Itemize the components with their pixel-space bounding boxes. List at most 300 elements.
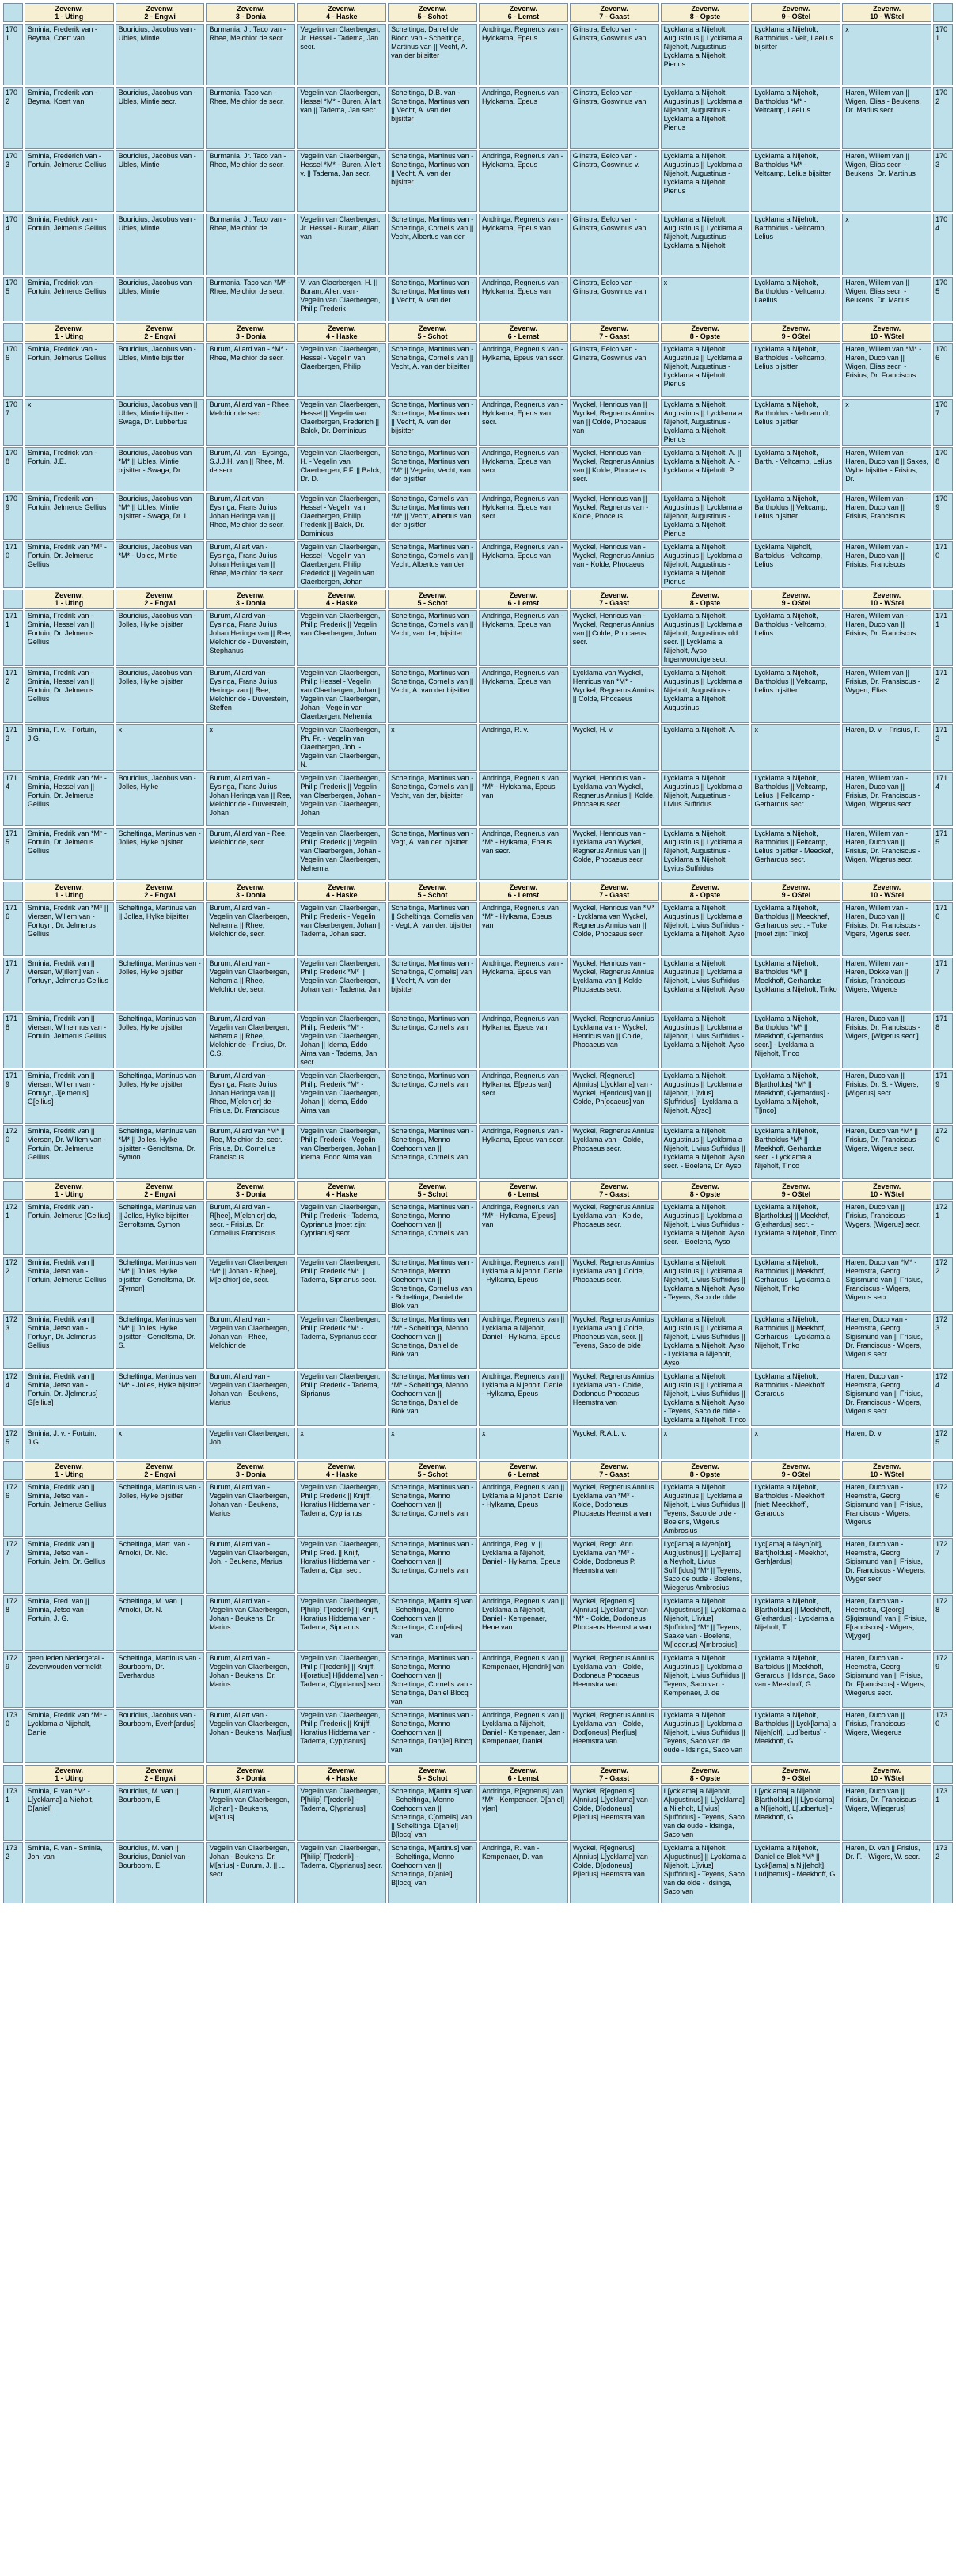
column-header — [479, 323, 568, 342]
delegate-cell: Vegelin van Claerbergen, Philip Frederik || Vegelin van Claerbergen, Johan — [297, 610, 386, 666]
column-group-label: Zevenw. — [600, 1766, 628, 1774]
column-header — [116, 1181, 205, 1200]
delegate-cell: Scheltinga, Martinus van - Vegt, A. van der, bijsitter — [388, 828, 477, 880]
column-label: 9 - OStel — [781, 1470, 811, 1478]
delegate-cell: Vegelin van Claerbergen, Philip Frederik *M* - Vegelin van Claerbergen, Johan || Idema, Eddo Aima van — [297, 1070, 386, 1124]
delegate-cell: Lycklama a Nijeholt, A[ugustinus] || Lycklama a Nijeholt, L[ivius] S[uffridus] - Teyens, Saco van de olde - Idsinga, Saco van — [661, 1842, 750, 1903]
column-label: 9 - OStel — [781, 13, 811, 21]
delegate-cell: Bouricius, Jacobus van - Ubles, Mintie — [116, 214, 205, 275]
delegate-cell: Haren, Willem van *M* - Haren, Duco van || Wigen, Elias secr. - Frisius, Dr. Franciscus — [842, 343, 931, 397]
column-group-label: Zevenw. — [418, 1182, 447, 1190]
column-header — [842, 882, 931, 901]
year-cell-right: 1725 — [933, 1428, 953, 1459]
header-corner-left — [3, 590, 23, 609]
delegate-cell: Haren, Willem van || Frisius, Dr. Fransiscus - Wygen, Elias — [842, 667, 931, 723]
delegate-cell: Wyckel, Regnerus Annius Lycklama van || Colde, Phocheus van, secr. || Teyens, Saco de olde — [570, 1314, 659, 1369]
year-cell-left: 1714 — [3, 772, 23, 826]
column-header — [479, 1765, 568, 1784]
delegate-cell: Vegelin van Claerbergen, Philip Frederik *M* - Vegelin van Claerbergen, Johan || Idema, Eddo Aima van - Tadema, Jan secr. — [297, 1013, 386, 1068]
year-cell-right: 1732 — [933, 1842, 953, 1903]
column-header — [206, 882, 295, 901]
delegate-cell: Lycklama a Nijeholt, Augustinus || Lycklama a Nijeholt, Augustinus old secr. || Lycklama a Nijeholt, Ayso Ingenwoordige secr. — [661, 610, 750, 666]
header-row — [3, 1765, 953, 1784]
delegate-cell: x — [116, 724, 205, 771]
header-row — [3, 3, 953, 22]
delegate-cell: Glinstra, Eelco van - Glinstra, Goswinus van — [570, 214, 659, 275]
delegate-cell: Sminia, Fredrick van - Fortuin, J.E. — [25, 447, 114, 491]
table-row — [3, 1538, 953, 1594]
delegate-cell: Sminia, Fredrik van || Sminia, Jetso van - Fortuin, Jelmerus Gellius — [25, 1481, 114, 1537]
year-cell-right: 1719 — [933, 1070, 953, 1124]
delegate-cell: Vegelin van Claerbergen, H. - Vegelin van Claerbergen, F.F. || Balck, Dr. D. — [297, 447, 386, 491]
delegate-cell: Haren, D. van || Frisius, Dr. F. - Wigers, W. secr. — [842, 1842, 931, 1903]
table-row — [3, 610, 953, 666]
table-row — [3, 1201, 953, 1255]
year-cell-right: 1713 — [933, 724, 953, 771]
delegate-cell: Vegelin van Claerbergen, Philip Frederik || Knijff, Horatius Hiddema van - Tadema, Cyp[rianus] — [297, 1709, 386, 1763]
delegate-cell: Burum, Allard van - Vegelin van Claerbergen, Nehemia || Rhee, Melchior de, secr. — [206, 958, 295, 1011]
delegate-cell: Sminia, Fredrick van - Fortuin, Jelmerus Gellius — [25, 277, 114, 321]
delegate-cell: Lycklama a Nijeholt, Augustinus || Lycklama a Nijeholt, Augustinus - Lycklama a Nijeholt — [661, 214, 750, 275]
column-label: 6 - Lemst — [507, 599, 540, 607]
column-header — [842, 323, 931, 342]
delegate-cell: Wyckel, R[egnerus] A[nnius] L[ycklama] van - Wyckel, H[enricus] van || Colde, Ph[ocaeus] van — [570, 1070, 659, 1124]
delegate-cell: Scheltinga, Martinus van *M* || Jolles, Hylke bijsitter - Gerroltsma, Dr. Symon — [116, 1125, 205, 1179]
delegate-cell: Glinstra, Eelco van - Glinstra, Goswinus van — [570, 87, 659, 149]
delegate-cell: Lycklama a Nijeholt, Bartholdus - Veltcamp, Laelius — [751, 277, 840, 321]
header-corner-left — [3, 3, 23, 22]
delegate-cell: Wyckel, Regnerus Annius Lycklama van - Colde, Dod[oneus] Pier[ius] Heemstra van — [570, 1709, 659, 1763]
year-cell-right: 1724 — [933, 1371, 953, 1426]
delegate-cell: x — [206, 724, 295, 771]
column-label: 1 - Uting — [55, 891, 84, 899]
column-label: 4 - Haske — [325, 1470, 358, 1478]
delegate-cell: Andringa, R. v. — [479, 724, 568, 771]
year-cell-right: 1716 — [933, 902, 953, 956]
delegate-cell: Andringa, Regnerus van - Hylkama, E[peus van] secr. — [479, 1070, 568, 1124]
column-group-label: Zevenw. — [418, 324, 447, 332]
delegate-cell: Sminia, Fredrik van || Sminia, Jetso van - Fortuyn, Dr. Jelmerus Gellius — [25, 1314, 114, 1369]
column-label: 10 - WStel — [870, 599, 905, 607]
delegate-cell: Scheltinga, Martinus van - Scheltinga, Menno Coehoorn van || Scheltinga, Dan[iel] Blocq van — [388, 1709, 477, 1763]
delegates-table — [2, 2, 954, 1905]
delegate-cell: x — [751, 1428, 840, 1459]
column-group-label: Zevenw. — [873, 591, 901, 599]
column-label: 3 - Donia — [235, 599, 266, 607]
delegate-cell: Lycklama a Nijeholt, Augustinus || Lycklama a Nijeholt, Augustinus - Lycklama a Nijeholt, Pierius — [661, 541, 750, 588]
column-label: 2 - Engwi — [144, 1774, 176, 1782]
delegate-cell: Glinstra, Eelco van - Glinstra, Goswinus van — [570, 24, 659, 85]
column-label: 1 - Uting — [55, 1470, 84, 1478]
delegate-cell: Burum, Allart van - Vegelin van Claerbergen, Johan - Beukens, Mar[ius] — [206, 1709, 295, 1763]
delegate-cell: Lycklama a Nijeholt, A. || Lycklama a Nijeholt, A. - Lycklama a Nijeholt, P. — [661, 447, 750, 491]
delegate-cell: Haren, Duco van || Frisius, Dr. Franciscus - Wigers, W[iegerus] — [842, 1785, 931, 1841]
delegate-cell: Lycklama a Nijeholt, A. — [661, 724, 750, 771]
delegate-cell: x — [388, 724, 477, 771]
delegate-cell: Burum, Allard van - *M* - Rhee, Melchior de secr. — [206, 343, 295, 397]
delegate-cell: Vegelin van Claerbergen, Philip Frederik || Knijff, Horatius Hiddema van - Tadema, Cyprianus — [297, 1481, 386, 1537]
column-label: 5 - Schot — [417, 599, 448, 607]
year-cell-left: 1723 — [3, 1314, 23, 1369]
delegate-cell: Sminia, F. van - Sminia, Joh. van — [25, 1842, 114, 1903]
delegate-cell: Bouricius, M. van || Bouricius, Daniel van - Bourboom, E. — [116, 1842, 205, 1903]
column-group-label: Zevenw. — [418, 883, 447, 891]
delegate-cell: Lycklama a Nijeholt, Bartholdus || Meeckhef, Gerhardus secr. - Tuke [moet zijn: Tinko] — [751, 902, 840, 956]
column-label: 10 - WStel — [870, 332, 905, 340]
delegate-cell: Lycklama a Nijeholt, Bartholdus *M* || Meekhoff, Gerhardus - Lycklama a Nijeholt, Tinko — [751, 958, 840, 1011]
year-cell-right: 1702 — [933, 87, 953, 149]
column-group-label: Zevenw. — [237, 1182, 265, 1190]
year-cell-right: 1711 — [933, 610, 953, 666]
delegate-cell: Lycklama a Nijeholt, Bartholdus || Meekhof, Gerhardus - Lycklama a Nijeholt, Tinko — [751, 1314, 840, 1369]
delegate-cell: Lycklama a Nijeholt, Augustinus || Lycklama a Nijeholt, Livius Suffridus || Lycklama a Nijeholt, Ayso - Lycklama a Nijeholt, Ayso — [661, 1314, 750, 1369]
delegate-cell: Andringa, Regnerus van - Hylckama, Epeus van — [479, 541, 568, 588]
delegate-cell: Vegelin van Claerbergen, Philip Frederik *M* - Tadema, Syprianus secr. — [297, 1314, 386, 1369]
delegate-cell: Scheltinga, Martinus van - Scheltinga, Martinus van || Vecht, A. van der — [388, 277, 477, 321]
delegate-cell: Vegelin van Claerbergen, Philip Frederik - Tadema, Siprianus — [297, 1371, 386, 1426]
column-label: 7 - Gaast — [599, 891, 630, 899]
delegate-cell: Scheltinga, Martinus van || Jolles, Hylke bijsitter - Gerroltsma, Symon — [116, 1201, 205, 1255]
column-header — [116, 3, 205, 22]
delegate-cell: Scheltinga, Martinus van - Scheltinga, Cornelis van || Vecht, van der, bijsitter — [388, 610, 477, 666]
year-cell-left: 1722 — [3, 1257, 23, 1312]
delegate-cell: Scheltinga, Martinus van - Scheltinga, Martinus van *M* || Vegelin, Vecht, van der bijsitter — [388, 447, 477, 491]
delegate-cell: L[ycklama] a Nijeholt, A[ugustinus] || L[ycklama] a Nijeholt, L[ivius] S[uffridus] - Teyens, Saco van de oude - Idsinga, Saco van — [661, 1785, 750, 1841]
table-row — [3, 493, 953, 540]
table-row — [3, 1709, 953, 1763]
column-label: 3 - Donia — [235, 332, 266, 340]
column-group-label: Zevenw. — [782, 883, 810, 891]
year-cell-left: 1701 — [3, 24, 23, 85]
delegate-cell: Lyc[lama] a Nyeh[olt], Aug[ustinus] || Lyc[lama] a Neyholt, Livius Suffr[idus] *M* || Teyens, Saco de oude - Boelens, Wiegerus Ambrosius — [661, 1538, 750, 1594]
column-header — [570, 3, 659, 22]
year-cell-right: 1723 — [933, 1314, 953, 1369]
delegate-cell: Sminia, J. v. - Fortuin, J.G. — [25, 1428, 114, 1459]
delegate-cell: Burum, Allard van - Vegelin van Claerbergen, J[ohan] - Beukens, M[arius] — [206, 1785, 295, 1841]
delegate-cell: Burum, Allard van - Eysinga, Frans Julius Johan Heringa van || Rhee, M[elchior] de - Frisius, Dr. Franciscus — [206, 1070, 295, 1124]
delegate-cell: Scheltinga, Cornelis van - Scheltinga, Martinus van *M* || Vecht, Albertus van der bijsitter — [388, 493, 477, 540]
delegate-cell: Andringa, Regnerus van || Lycklama a Nijeholt, Daniel - Kempenaer, Hene van — [479, 1595, 568, 1651]
delegate-cell: Vegelin van Claerbergen, Philip Frederik - Tadema, Cyprianus [moet zijn: Cyprianus] secr. — [297, 1201, 386, 1255]
delegate-cell: Bouricius, Jacobus van - Ubles, Mintie secr. — [116, 87, 205, 149]
column-header — [297, 1181, 386, 1200]
delegate-cell: Scheltinga, Martinus van - Scheltinga, Menno Coehoorn van || Scheltinga, Cornelius van - Scheltinga, Daniel de Blok van — [388, 1257, 477, 1312]
delegate-cell: Burum, Allard van - Vegelin van Claerbergen, Johan - Beukens, Dr. Marius — [206, 1652, 295, 1708]
delegate-cell: Burum, Allard van - Vegelin van Claerbergen, Johan - Beukens, Dr. Marius — [206, 1595, 295, 1651]
delegate-cell: x — [842, 24, 931, 85]
delegate-cell: Lycklama a Nijeholt, Bartholdus *M* || Meekhoff, Gerhardus secr. - Lycklama a Nijeholt, Tinco — [751, 1125, 840, 1179]
delegate-cell: Wyckel, Regnerus Annius Lycklama van - Wyckel, Henricus van || Colde, Phocaeus van — [570, 1013, 659, 1068]
delegate-cell: Sminia, F. v. - Fortuin, J.G. — [25, 724, 114, 771]
delegate-cell: Lycklama a Nijeholt, Daniel de Blok *M* || Lyck[lama] a Nij[eholt], Lud[bertus] - Meekhoff, G. — [751, 1842, 840, 1903]
column-group-label: Zevenw. — [509, 1182, 537, 1190]
table-row — [3, 1013, 953, 1068]
delegate-cell: Scheltinga, Martinus van *M* || Jolles, Hylke bijsitter - Gerroltsma, Dr. S[ymon] — [116, 1257, 205, 1312]
delegate-cell: Lycklama a Nijeholt, Bartholdus || Feltcamp, Lelius bijsitter - Meeckef, Gerhardus secr. — [751, 828, 840, 880]
delegate-cell: Vegelin van Claerbergen, Hessel *M* - Buren, Allert v. || Tadema, Jan secr. — [297, 150, 386, 212]
year-cell-right: 1709 — [933, 493, 953, 540]
column-label: 8 - Opste — [689, 332, 721, 340]
year-cell-right: 1701 — [933, 24, 953, 85]
delegate-cell: Andringa, Regnerus van *M* - Hylkama, Epeus van secr. — [479, 828, 568, 880]
column-group-label: Zevenw. — [691, 1463, 719, 1470]
column-label: 5 - Schot — [417, 1190, 448, 1198]
delegate-cell: Lycklama Nijeholt, Bartoldus - Veltcamp, Lelius — [751, 541, 840, 588]
column-group-label: Zevenw. — [146, 591, 174, 599]
column-header — [751, 323, 840, 342]
delegate-cell: Lycklama a Nijeholt, Augustinus || Lycklama a Nijeholt, Livius Suffridus - Lycklama a Nijeholt, Ayso — [661, 958, 750, 1011]
delegate-cell: x — [479, 1428, 568, 1459]
delegate-cell: Vegelin van Claerbergen, Hessel - Vegelin van Claerbergen, Philip Frederick || Vegelin van Claerbergen, Johan — [297, 541, 386, 588]
column-group-label: Zevenw. — [509, 5, 537, 13]
column-group-label: Zevenw. — [782, 324, 810, 332]
column-label: 10 - WStel — [870, 1470, 905, 1478]
column-label: 5 - Schot — [417, 1470, 448, 1478]
header-corner-left — [3, 1765, 23, 1784]
delegate-cell: Andringa, Regnerus van - Hylkama, Epeus van secr. — [479, 1125, 568, 1179]
column-group-label: Zevenw. — [418, 1463, 447, 1470]
column-group-label: Zevenw. — [146, 1463, 174, 1470]
delegate-cell: Haren, Duco van - Heemstra, Georg Sigismund van || Frisius, Dr. F[ranciscus] - Wigers, Wiegerus secr. — [842, 1652, 931, 1708]
year-cell-left: 1705 — [3, 277, 23, 321]
delegate-cell: L[ycklama] a Nijeholt, B[artholdus] || L[ycklama] a N[ijeholt], L[udbertus] - Meekhoff, G. — [751, 1785, 840, 1841]
delegate-cell: Wyckel, Henricus van - Lycklama van Wyckel, Regnerus Annius van || Colde, Phocaeus secr. — [570, 828, 659, 880]
year-cell-right: 1715 — [933, 828, 953, 880]
year-cell-left: 1727 — [3, 1538, 23, 1594]
delegate-cell: Burmania, Taco van - Rhee, Melchior de secr. — [206, 87, 295, 149]
year-cell-left: 1728 — [3, 1595, 23, 1651]
delegate-cell: x — [842, 399, 931, 446]
column-header — [570, 1461, 659, 1480]
year-cell-right: 1721 — [933, 1201, 953, 1255]
delegate-cell: Sminia, Frederik van - Beyma, Coert van — [25, 24, 114, 85]
column-header — [206, 590, 295, 609]
delegate-cell: Sminia, Fredrik van || Sminia, Jetso van - Fortuin, Jelm. Dr. Gellius — [25, 1538, 114, 1594]
delegate-cell: Lycklama a Nijeholt, Bartholdus || Veltcamp, Lelius bijsitter — [751, 493, 840, 540]
delegate-cell: Vegelin van Claerbergen, Ph. Fr. - Vegelin van Claerbergen, Joh. - Vegelin van Claerbergen, N. — [297, 724, 386, 771]
delegate-cell: Sminia, Frederik van - Beyma, Koert van — [25, 87, 114, 149]
year-cell-right: 1722 — [933, 1257, 953, 1312]
column-header — [570, 1181, 659, 1200]
table-row — [3, 399, 953, 446]
delegate-cell: Wyckel, Regnerus Annius Lycklama van - Colde, Dodoneus Phocaeus Heemstra van — [570, 1371, 659, 1426]
delegate-cell: Burum, Allard van - Vegelin van Claerbergen, Nehemia || Rhee, Melchior de - Frisius, Dr. C.S. — [206, 1013, 295, 1068]
delegate-cell: Wyckel, Regnerus Annius Lycklama van - Kolde, Phocaeus secr. — [570, 1201, 659, 1255]
delegate-cell: Bouricius, Jacobus van - Jolles, Hylke — [116, 772, 205, 826]
delegate-cell: Burmania, Jr. Taco van - Rhee, Melchior de secr. — [206, 24, 295, 85]
column-label: 1 - Uting — [55, 1774, 84, 1782]
delegate-cell: Andringa, Regnerus van - Hylkama, Epeus van secr. — [479, 343, 568, 397]
delegate-cell: Bouricius, Jacobus van - Ubles, Mintie — [116, 150, 205, 212]
delegate-cell: Lycklama a Nijeholt, B[artholdus] || Meekhof, G[erhardus] secr. - Lycklama a Nijeholt, Tinco — [751, 1201, 840, 1255]
delegate-cell: Scheltinga, Martinus van *M* - Scheltinga, Menno Coehoorn van || Scheltinga, Daniel de Blok van — [388, 1371, 477, 1426]
delegate-cell: Burum, Allart van - Eysinga, Frans Julius Johan Heringa van || Rhee, Melchior de secr. — [206, 493, 295, 540]
delegate-cell: Burum, Allard van - R[hee], M[elchior] de, secr. - Frisius, Dr. Cornelius Franciscus — [206, 1201, 295, 1255]
delegate-cell: Lycklama a Nijeholt, Augustinus || Lycklama a Nijeholt, Augustinus - Lycklama a Nijeholt, Pierius — [661, 493, 750, 540]
column-label: 7 - Gaast — [599, 1190, 630, 1198]
delegate-cell: geen leden Nedergetal - Zevenwouden vermeldt — [25, 1652, 114, 1708]
column-header — [297, 882, 386, 901]
column-group-label: Zevenw. — [782, 591, 810, 599]
column-header — [842, 1181, 931, 1200]
delegate-cell: Wyckel, Regnerus Annius Lycklama van - Colde, Dodoneus Phocaeus Heemstra van — [570, 1652, 659, 1708]
delegate-cell: Scheltinga, Martinus van || Jolles, Hylke bijsitter — [116, 902, 205, 956]
column-group-label: Zevenw. — [691, 1766, 719, 1774]
year-cell-left: 1731 — [3, 1785, 23, 1841]
table-row — [3, 1481, 953, 1537]
column-label: 1 - Uting — [55, 1190, 84, 1198]
delegate-cell: Bouricius, Jacobus van *M* || Ubles, Mintie bijsitter - Swaga, Dr. L. — [116, 493, 205, 540]
column-label: 4 - Haske — [325, 332, 358, 340]
column-header — [206, 1461, 295, 1480]
column-group-label: Zevenw. — [600, 324, 628, 332]
delegate-cell: Lycklama van Wyckel, Henricus van *M* - Wyckel, Regnerus Annius || Colde, Phocaeus — [570, 667, 659, 723]
delegate-cell: Vegelin van Claerbergen, Philip Frederik || Vegelin van Claerbergen, Johan - Vegelin van Claerbergen, Johan — [297, 772, 386, 826]
column-header — [206, 323, 295, 342]
delegate-cell: Haren, Willem van - Haren, Duco van || Frisius, Dr. Franciscus — [842, 610, 931, 666]
column-header — [388, 1181, 477, 1200]
delegate-cell: Vegelin van Claerbergen, Hessel || Vegelin van Claerbergen, Frederich || Balck, Dr. Dominicus — [297, 399, 386, 446]
delegate-cell: Vegelin van Claerbergen, Philip Hessel - Vegelin van Claerbergen, Johan || Vegelin van Claerbergen, Johan - Vegelin van Claerbergen, Nehemia — [297, 667, 386, 723]
column-group-label: Zevenw. — [600, 5, 628, 13]
delegate-cell: Glinstra, Eelco van - Glinstra, Goswinus v. — [570, 150, 659, 212]
delegate-cell: Lycklama a Nijeholt, Augustinus || Lycklama a Nijeholt, Augustinus - Livius Suffridus — [661, 772, 750, 826]
column-header — [206, 1181, 295, 1200]
delegate-cell: x — [842, 214, 931, 275]
year-cell-right: 1717 — [933, 958, 953, 1011]
header-corner-left — [3, 1181, 23, 1200]
delegate-cell: Lycklama a Nijeholt, Augustinus || Lycklama a Nijeholt, L[ivius] S[uffridus] - Lycklama a Nijeholt, A[yso] — [661, 1070, 750, 1124]
column-header — [116, 323, 205, 342]
delegate-cell: Lycklama a Nijeholt, Augustinus || Lycklama a Nijeholt, Livius Suffridus || Lycklama a Nijeholt, Ayso - Teyens, Saco de olde - Lycklama a Nijeholt, Tinco — [661, 1371, 750, 1426]
delegate-cell: Haeren, Duco van - Heemstra, Georg Sigismund van || Frisius, Dr. Franciscus - Wigers, Wigerus secr. — [842, 1314, 931, 1369]
column-group-label: Zevenw. — [873, 5, 901, 13]
delegate-cell: Sminia, Frederik van - Fortuin, Jelmerus Gellius — [25, 493, 114, 540]
year-cell-right: 1705 — [933, 277, 953, 321]
column-label: 7 - Gaast — [599, 1470, 630, 1478]
delegate-cell: V. van Claerbergen, H. || Buram, Allert van - Vegelin van Claerbergen, Philip Frederik — [297, 277, 386, 321]
year-cell-left: 1713 — [3, 724, 23, 771]
column-group-label: Zevenw. — [146, 1182, 174, 1190]
year-cell-right: 1726 — [933, 1481, 953, 1537]
table-row — [3, 150, 953, 212]
delegate-cell: Vegelin van Claerbergen, Philip Frederik || Vegelin van Claerbergen, Johan - Vegelin van Claerbergen, Nehemia — [297, 828, 386, 880]
delegate-cell: Sminia, Frederich van - Fortuin, Jelmerus Gellius — [25, 150, 114, 212]
delegate-cell: Lycklama a Nijeholt, Bartholdus - Veltcamp, Lelius — [751, 610, 840, 666]
delegate-cell: Lycklama a Nijeholt, Augustinus || Lycklama a Nijeholt, Livius Suffridus || Lycklama a Nijeholt, Ayso - Teyens, Saco de olde — [661, 1257, 750, 1312]
delegate-cell: Haren, Duco van || Frisius, Dr. Franciscus - Wigers, [Wigerus secr.] — [842, 1013, 931, 1068]
delegate-cell: Haren, Willem van - Haren, Duco van || Frisius, Franciscus — [842, 493, 931, 540]
column-header — [842, 1461, 931, 1480]
column-group-label: Zevenw. — [691, 1182, 719, 1190]
year-cell-left: 1729 — [3, 1652, 23, 1708]
year-cell-left: 1720 — [3, 1125, 23, 1179]
column-group-label: Zevenw. — [600, 883, 628, 891]
column-label: 3 - Donia — [235, 1470, 266, 1478]
year-cell-left: 1707 — [3, 399, 23, 446]
delegate-cell: Scheltinga, Martinus van *M* - Scheltinga, Menno Coehoorn van || Scheltinga, Daniel de Blok van — [388, 1314, 477, 1369]
column-group-label: Zevenw. — [873, 1182, 901, 1190]
delegate-cell: Scheltinga, Martinus van - Scheltinga, Cornelis van || Vecht, van der, bijsitter — [388, 772, 477, 826]
table-row — [3, 667, 953, 723]
table-row — [3, 1595, 953, 1651]
delegate-cell: Andringa, Regnerus van - Hylckama, Epeus van — [479, 958, 568, 1011]
column-label: 5 - Schot — [417, 332, 448, 340]
delegate-cell: Vegelin van Claerbergen, Philip Frederik - Vegelin van Claerbergen, Johan || Idema, Eddo Aima van — [297, 1125, 386, 1179]
delegate-cell: Burum, Allard van - Eysinga, Frans Julius Johan Heringa van || Ree, Melchior de - Duverstein, Johan — [206, 772, 295, 826]
column-label: 1 - Uting — [55, 332, 84, 340]
delegate-cell: Wyckel, Henricus van - Wyckel, Regnerus Annius Lycklama van || Kolde, Phocaeus secr. — [570, 958, 659, 1011]
delegate-cell: Haren, Willem van - Haren, Duco van || Frisius, Dr. Franciscus - Wigen, Wigerus secr. — [842, 772, 931, 826]
column-header — [751, 1181, 840, 1200]
delegate-cell: x — [297, 1428, 386, 1459]
year-cell-right: 1703 — [933, 150, 953, 212]
delegate-cell: x — [116, 1428, 205, 1459]
delegate-cell: Wyckel, Henricus van *M* - Lycklama van Wyckel, Regnerus Annius van || Colde, Phocaeus secr. — [570, 902, 659, 956]
delegate-cell: Haren, Duco van *M* || Frisius, Dr. Franciscus - Wigers, Wigerus secr. — [842, 1125, 931, 1179]
column-label: 7 - Gaast — [599, 599, 630, 607]
delegate-cell: Sminia, Fredrick van - Fortuin, Jelmerus Gellius — [25, 214, 114, 275]
header-row — [3, 882, 953, 901]
year-cell-right: 1712 — [933, 667, 953, 723]
header-row — [3, 1181, 953, 1200]
column-header — [297, 3, 386, 22]
delegate-cell: Burmania, Taco van *M* - Rhee, Melchior de secr. — [206, 277, 295, 321]
delegate-cell: Andringa, Regnerus van - Hylckama, Epeus van — [479, 610, 568, 666]
column-label: 5 - Schot — [417, 1774, 448, 1782]
delegate-cell: Scheltinga, Martinus van - Scheltinga, Menno Coehoorn van || Scheltinga, Cornelis van — [388, 1538, 477, 1594]
column-group-label: Zevenw. — [237, 591, 265, 599]
column-group-label: Zevenw. — [328, 324, 356, 332]
header-corner-right — [933, 882, 953, 901]
year-cell-right: 1730 — [933, 1709, 953, 1763]
column-label: 8 - Opste — [689, 1470, 721, 1478]
delegate-cell: Vegelin van Claerbergen, Johan - Beukens, Dr. M[arius] - Burum, J. || ... secr. — [206, 1842, 295, 1903]
delegate-cell: Scheltinga, Martinus van *M* || Jolles, Hylke bijsitter - Gerroltsma, Dr. S. — [116, 1314, 205, 1369]
year-cell-left: 1712 — [3, 667, 23, 723]
delegate-cell: Burum, Allard van - Eysinga, Frans Julius Johan Heringa van || Ree, Melchior de - Duverstein, Stephanus — [206, 610, 295, 666]
delegate-cell: Lycklama a Nijeholt, Bartholdus - Veltcamp, Lelius bijsitter — [751, 343, 840, 397]
delegate-cell: Bouricius, Jacobus van - Ubles, Mintie bijsitter — [116, 343, 205, 397]
delegate-cell: x — [661, 1428, 750, 1459]
column-label: 9 - OStel — [781, 1774, 811, 1782]
table-row — [3, 724, 953, 771]
delegate-cell: Andringa, Regnerus van *M* - Hylkama, Epeus van — [479, 902, 568, 956]
delegate-cell: Bouricius, Jacobus van - Ubles, Mintie — [116, 277, 205, 321]
table-row — [3, 1125, 953, 1179]
column-header — [570, 590, 659, 609]
column-header — [297, 323, 386, 342]
delegate-cell: Burmania, Jr. Taco van - Rhee, Melchior de — [206, 214, 295, 275]
table-row — [3, 772, 953, 826]
delegate-cell: Haren, Willem van || Wigen, Elias secr. - Beukens, Dr. Marius — [842, 277, 931, 321]
header-corner-right — [933, 590, 953, 609]
column-label: 4 - Haske — [325, 1774, 358, 1782]
column-header — [751, 882, 840, 901]
delegate-cell: Lycklama a Nijeholt, B[artholdus] *M* || Meekhoff, G[erhardus] - Lycklama a Nijeholt, T[inco] — [751, 1070, 840, 1124]
delegate-cell: Vegelin van Claerbergen, Hessel - Vegelin van Claerbergen, Philip — [297, 343, 386, 397]
delegate-cell: Vegelin van Claerbergen, P[hilip] F[rederik] - Tadema, C[yprianus] secr. — [297, 1842, 386, 1903]
header-corner-left — [3, 1461, 23, 1480]
column-header — [388, 323, 477, 342]
delegate-cell: Scheltinga, D.B. van - Scheltinga, Martinus van || Vecht, A. van der bijsitter — [388, 87, 477, 149]
table-body — [3, 3, 953, 1903]
delegate-cell: Sminia, Fredrik van - Sminia, Hessel van || Fortuin, Dr. Jelmerus Gellius — [25, 667, 114, 723]
delegate-cell: Sminia, Fredrik van *M* - Sminia, Hessel van || Fortuin, Dr. Jelmerus Gellius — [25, 772, 114, 826]
year-cell-right: 1707 — [933, 399, 953, 446]
delegate-cell: Andringa, Regnerus van - Hylckama, Epeus van secr. — [479, 399, 568, 446]
delegate-cell: Andringa, Regnerus van || Kempenaer, H[endrik] van — [479, 1652, 568, 1708]
